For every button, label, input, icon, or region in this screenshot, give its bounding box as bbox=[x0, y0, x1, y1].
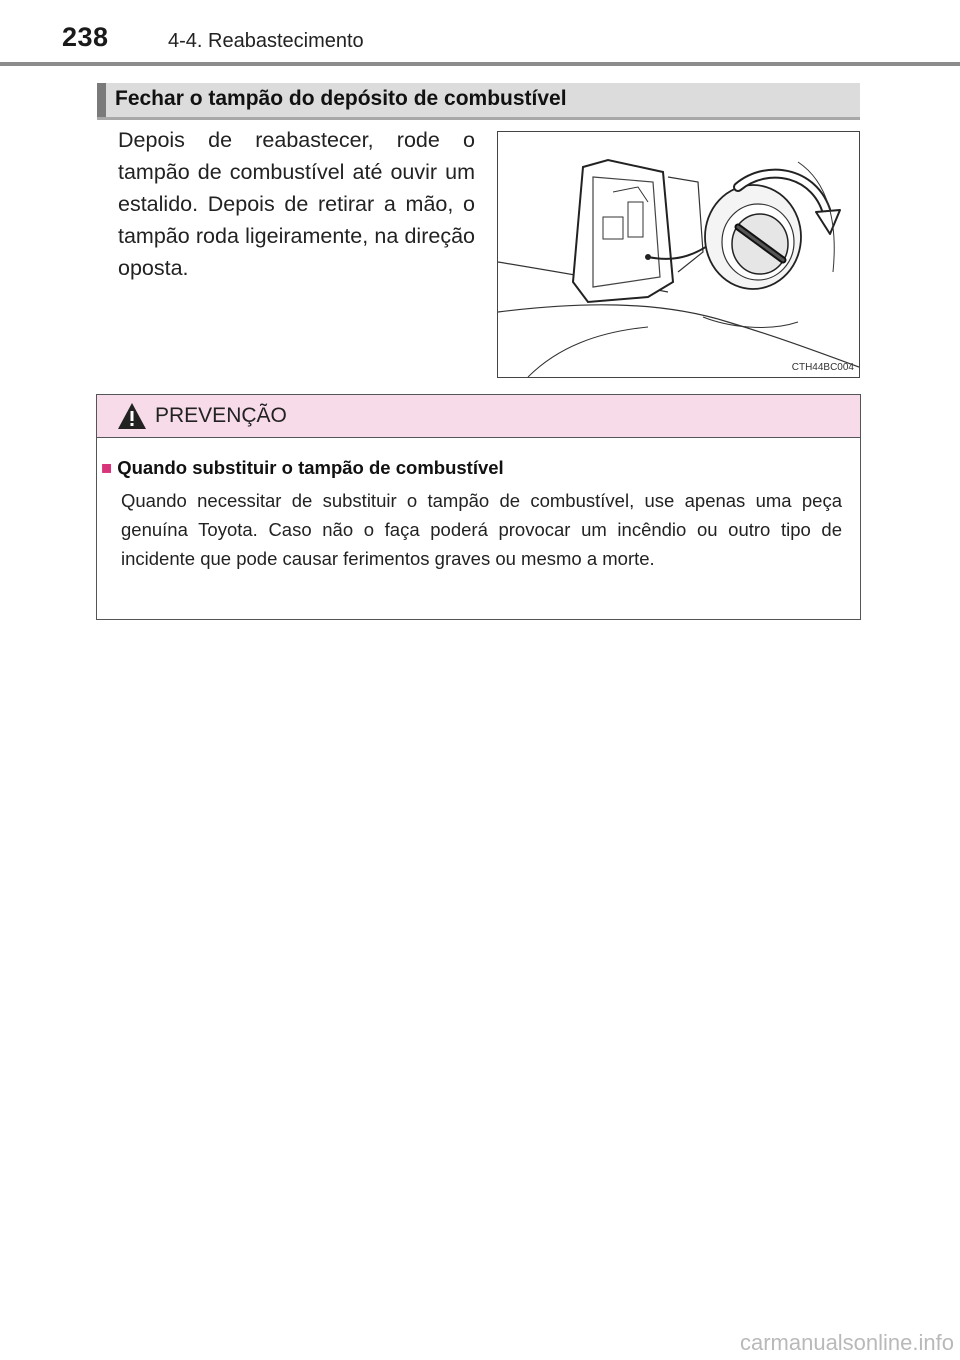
caution-text: Quando necessitar de substituir o tampão de combustível, use apenas uma peça genuína Toyota. Caso não o faça poderá provocar um incêndio ou outro tipo de incidente que pode causar ferimentos graves ou mesmo a morte. bbox=[121, 490, 842, 569]
caution-subheading-text: Quando substituir o tampão de combustível bbox=[117, 457, 504, 478]
instruction-text: Depois de reabastecer, rode o tampão de combustível até ouvir um estalido. Depois de retirar a mão, o tampão roda ligeiramente, na direção oposta. bbox=[118, 128, 475, 280]
section-heading-bar bbox=[97, 83, 106, 117]
caution-box bbox=[96, 394, 861, 620]
fuel-cap-illustration bbox=[497, 131, 860, 378]
page-number: 238 bbox=[62, 22, 109, 52]
caution-subheading bbox=[101, 457, 504, 479]
warning-triangle-icon bbox=[117, 402, 147, 435]
bullet-square-icon: ■ bbox=[101, 457, 113, 478]
header-divider bbox=[0, 62, 960, 66]
chapter-title: 4-4. Reabastecimento bbox=[168, 30, 364, 52]
watermark: carmanualsonline.info bbox=[739, 1330, 954, 1355]
fuel-cap-drawing bbox=[498, 132, 859, 377]
page-header bbox=[0, 0, 960, 70]
caution-label: PREVENÇÃO bbox=[155, 404, 287, 427]
figure-code: CTH44BC004 bbox=[791, 362, 854, 373]
section-title: Fechar o tampão do depósito de combustível bbox=[115, 87, 567, 110]
caution-header bbox=[97, 395, 860, 438]
section-heading bbox=[97, 83, 860, 120]
